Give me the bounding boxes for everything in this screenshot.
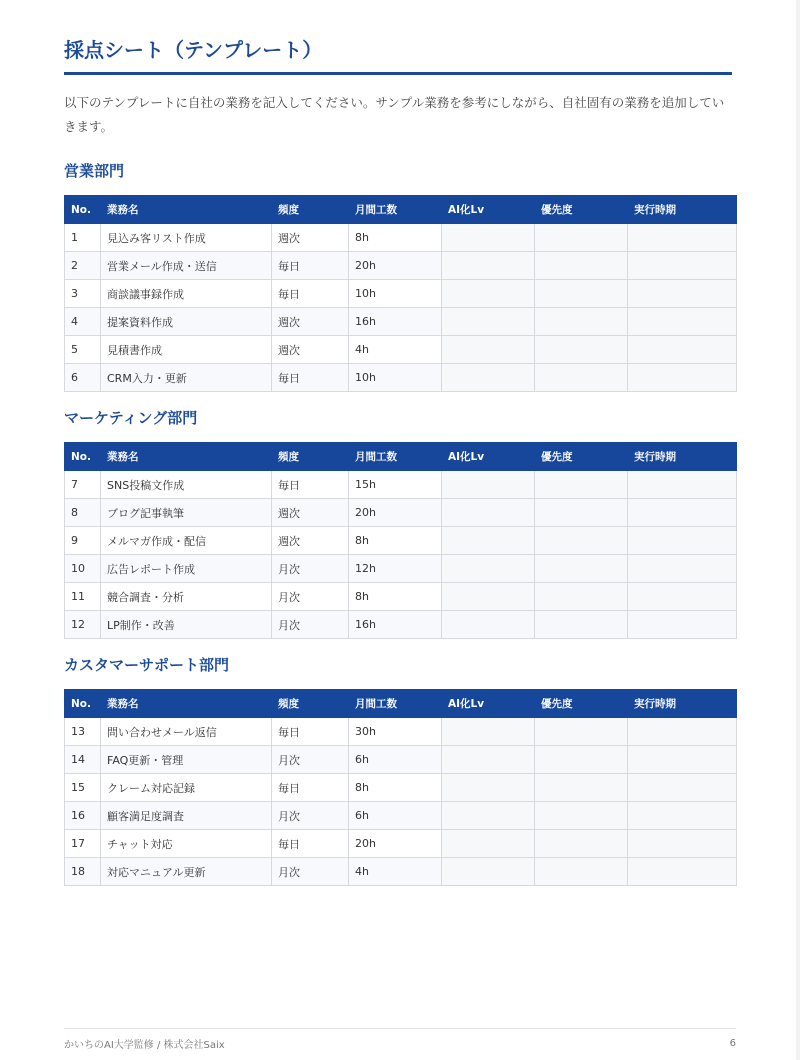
cell-no: 7 xyxy=(65,471,101,499)
cell-task: 対応マニュアル更新 xyxy=(101,858,272,886)
table-header-row xyxy=(65,196,737,224)
cell-task: 顧客満足度調査 xyxy=(101,802,272,830)
cell-priority-input[interactable] xyxy=(535,774,628,802)
cell-hours: 4h xyxy=(349,336,442,364)
cell-no: 12 xyxy=(65,611,101,639)
cell-ai-level-input[interactable] xyxy=(442,336,535,364)
cell-no: 3 xyxy=(65,280,101,308)
table-row xyxy=(65,471,737,499)
cell-no: 9 xyxy=(65,527,101,555)
intro-text: 以下のテンプレートに自社の業務を記入してください。サンプル業務を参考にしながら、自社固有の業務を追加していきます。 xyxy=(64,95,725,134)
table-row xyxy=(65,774,737,802)
cell-task: FAQ更新・管理 xyxy=(101,746,272,774)
cell-timing-input[interactable] xyxy=(628,802,737,830)
cell-priority-input[interactable] xyxy=(535,471,628,499)
cell-freq: 毎日 xyxy=(272,774,349,802)
cell-task: CRM入力・更新 xyxy=(101,364,272,392)
cell-ai-level-input[interactable] xyxy=(442,527,535,555)
cell-freq: 月次 xyxy=(272,555,349,583)
cell-freq: 毎日 xyxy=(272,280,349,308)
column-header: No. xyxy=(65,196,101,224)
cell-hours: 10h xyxy=(349,364,442,392)
cell-task: SNS投稿文作成 xyxy=(101,471,272,499)
column-header: 優先度 xyxy=(535,690,628,718)
cell-priority-input[interactable] xyxy=(535,611,628,639)
cell-freq: 週次 xyxy=(272,224,349,252)
table-row xyxy=(65,280,737,308)
cell-ai-level-input[interactable] xyxy=(442,308,535,336)
task-table xyxy=(64,195,737,392)
cell-task: 営業メール作成・送信 xyxy=(101,252,272,280)
table-row xyxy=(65,308,737,336)
cell-freq: 毎日 xyxy=(272,252,349,280)
cell-no: 11 xyxy=(65,583,101,611)
cell-priority-input[interactable] xyxy=(535,364,628,392)
cell-timing-input[interactable] xyxy=(628,718,737,746)
cell-timing-input[interactable] xyxy=(628,527,737,555)
cell-no: 18 xyxy=(65,858,101,886)
cell-task: 競合調査・分析 xyxy=(101,583,272,611)
cell-hours: 20h xyxy=(349,830,442,858)
column-header: 月間工数 xyxy=(349,196,442,224)
cell-no: 1 xyxy=(65,224,101,252)
cell-ai-level-input[interactable] xyxy=(442,802,535,830)
table-row xyxy=(65,858,737,886)
cell-task: 問い合わせメール返信 xyxy=(101,718,272,746)
cell-task: 見込み客リスト作成 xyxy=(101,224,272,252)
cell-timing-input[interactable] xyxy=(628,471,737,499)
cell-freq: 月次 xyxy=(272,802,349,830)
cell-no: 2 xyxy=(65,252,101,280)
cell-ai-level-input[interactable] xyxy=(442,280,535,308)
cell-ai-level-input[interactable] xyxy=(442,499,535,527)
table-row xyxy=(65,527,737,555)
cell-ai-level-input[interactable] xyxy=(442,746,535,774)
table-row xyxy=(65,252,737,280)
cell-timing-input[interactable] xyxy=(628,252,737,280)
page-number: 6 xyxy=(729,1037,736,1049)
cell-timing-input[interactable] xyxy=(628,364,737,392)
table-row xyxy=(65,802,737,830)
cell-ai-level-input[interactable] xyxy=(442,583,535,611)
section-title: カスタマーサポート部門 xyxy=(64,656,230,674)
cell-hours: 20h xyxy=(349,252,442,280)
column-header: 実行時期 xyxy=(628,690,737,718)
cell-priority-input[interactable] xyxy=(535,802,628,830)
cell-freq: 週次 xyxy=(272,499,349,527)
cell-freq: 毎日 xyxy=(272,471,349,499)
column-header: 実行時期 xyxy=(628,196,737,224)
column-header: 月間工数 xyxy=(349,443,442,471)
cell-timing-input[interactable] xyxy=(628,224,737,252)
table-row xyxy=(65,336,737,364)
cell-no: 16 xyxy=(65,802,101,830)
cell-no: 8 xyxy=(65,499,101,527)
cell-priority-input[interactable] xyxy=(535,830,628,858)
cell-freq: 月次 xyxy=(272,858,349,886)
cell-priority-input[interactable] xyxy=(535,280,628,308)
column-header: AI化Lv xyxy=(442,690,535,718)
cell-hours: 10h xyxy=(349,280,442,308)
cell-timing-input[interactable] xyxy=(628,583,737,611)
cell-timing-input[interactable] xyxy=(628,858,737,886)
cell-hours: 8h xyxy=(349,583,442,611)
cell-ai-level-input[interactable] xyxy=(442,774,535,802)
page-title: 採点シート（テンプレート） xyxy=(64,38,323,62)
table-row xyxy=(65,224,737,252)
table-row xyxy=(65,830,737,858)
footer-credit: かいちのAI大学監修 / 株式会社Saix xyxy=(64,1039,225,1051)
task-table xyxy=(64,442,737,639)
column-header: 頻度 xyxy=(272,196,349,224)
cell-ai-level-input[interactable] xyxy=(442,224,535,252)
cell-priority-input[interactable] xyxy=(535,308,628,336)
cell-priority-input[interactable] xyxy=(535,746,628,774)
cell-priority-input[interactable] xyxy=(535,527,628,555)
cell-priority-input[interactable] xyxy=(535,858,628,886)
cell-hours: 16h xyxy=(349,611,442,639)
cell-no: 5 xyxy=(65,336,101,364)
cell-timing-input[interactable] xyxy=(628,830,737,858)
column-header: AI化Lv xyxy=(442,196,535,224)
cell-no: 15 xyxy=(65,774,101,802)
column-header: 優先度 xyxy=(535,196,628,224)
table-row xyxy=(65,611,737,639)
column-header: 業務名 xyxy=(101,196,272,224)
cell-priority-input[interactable] xyxy=(535,336,628,364)
table-row xyxy=(65,499,737,527)
cell-timing-input[interactable] xyxy=(628,308,737,336)
cell-task: メルマガ作成・配信 xyxy=(101,527,272,555)
cell-timing-input[interactable] xyxy=(628,336,737,364)
cell-timing-input[interactable] xyxy=(628,499,737,527)
table-row xyxy=(65,555,737,583)
cell-task: 提案資料作成 xyxy=(101,308,272,336)
cell-freq: 週次 xyxy=(272,527,349,555)
column-header: 優先度 xyxy=(535,443,628,471)
column-header: 頻度 xyxy=(272,443,349,471)
sections-container xyxy=(64,161,732,886)
cell-task: 商談議事録作成 xyxy=(101,280,272,308)
cell-no: 10 xyxy=(65,555,101,583)
column-header: 頻度 xyxy=(272,690,349,718)
cell-priority-input[interactable] xyxy=(535,583,628,611)
title-rule xyxy=(64,72,732,75)
cell-task: 見積書作成 xyxy=(101,336,272,364)
cell-freq: 週次 xyxy=(272,336,349,364)
cell-ai-level-input[interactable] xyxy=(442,364,535,392)
column-header: 実行時期 xyxy=(628,443,737,471)
cell-hours: 8h xyxy=(349,774,442,802)
section-title: マーケティング部門 xyxy=(64,409,198,427)
cell-hours: 15h xyxy=(349,471,442,499)
cell-timing-input[interactable] xyxy=(628,611,737,639)
column-header: No. xyxy=(65,443,101,471)
cell-hours: 6h xyxy=(349,746,442,774)
cell-freq: 月次 xyxy=(272,611,349,639)
cell-hours: 30h xyxy=(349,718,442,746)
cell-task: クレーム対応記録 xyxy=(101,774,272,802)
cell-timing-input[interactable] xyxy=(628,555,737,583)
cell-priority-input[interactable] xyxy=(535,252,628,280)
cell-priority-input[interactable] xyxy=(535,499,628,527)
cell-task: ブログ記事執筆 xyxy=(101,499,272,527)
table-header-row xyxy=(65,443,737,471)
cell-freq: 週次 xyxy=(272,308,349,336)
column-header: No. xyxy=(65,690,101,718)
cell-freq: 毎日 xyxy=(272,718,349,746)
column-header: AI化Lv xyxy=(442,443,535,471)
cell-priority-input[interactable] xyxy=(535,555,628,583)
section-title: 営業部門 xyxy=(64,162,125,180)
cell-ai-level-input[interactable] xyxy=(442,830,535,858)
cell-no: 6 xyxy=(65,364,101,392)
cell-timing-input[interactable] xyxy=(628,280,737,308)
column-header: 月間工数 xyxy=(349,690,442,718)
cell-ai-level-input[interactable] xyxy=(442,718,535,746)
cell-priority-input[interactable] xyxy=(535,718,628,746)
cell-no: 4 xyxy=(65,308,101,336)
table-row xyxy=(65,718,737,746)
cell-ai-level-input[interactable] xyxy=(442,252,535,280)
cell-ai-level-input[interactable] xyxy=(442,611,535,639)
cell-timing-input[interactable] xyxy=(628,746,737,774)
table-row xyxy=(65,583,737,611)
table-header-row xyxy=(65,690,737,718)
cell-freq: 毎日 xyxy=(272,364,349,392)
cell-timing-input[interactable] xyxy=(628,774,737,802)
cell-hours: 20h xyxy=(349,499,442,527)
cell-no: 14 xyxy=(65,746,101,774)
cell-ai-level-input[interactable] xyxy=(442,555,535,583)
cell-no: 13 xyxy=(65,718,101,746)
cell-hours: 12h xyxy=(349,555,442,583)
cell-no: 17 xyxy=(65,830,101,858)
cell-hours: 8h xyxy=(349,224,442,252)
cell-ai-level-input[interactable] xyxy=(442,471,535,499)
cell-priority-input[interactable] xyxy=(535,224,628,252)
cell-hours: 16h xyxy=(349,308,442,336)
column-header: 業務名 xyxy=(101,690,272,718)
cell-freq: 月次 xyxy=(272,746,349,774)
page-footer xyxy=(64,1028,736,1057)
cell-freq: 月次 xyxy=(272,583,349,611)
task-table xyxy=(64,689,737,886)
cell-ai-level-input[interactable] xyxy=(442,858,535,886)
cell-hours: 8h xyxy=(349,527,442,555)
cell-task: 広告レポート作成 xyxy=(101,555,272,583)
cell-hours: 6h xyxy=(349,802,442,830)
cell-hours: 4h xyxy=(349,858,442,886)
cell-task: LP制作・改善 xyxy=(101,611,272,639)
table-row xyxy=(65,746,737,774)
table-row xyxy=(65,364,737,392)
cell-task: チャット対応 xyxy=(101,830,272,858)
column-header: 業務名 xyxy=(101,443,272,471)
cell-freq: 毎日 xyxy=(272,830,349,858)
